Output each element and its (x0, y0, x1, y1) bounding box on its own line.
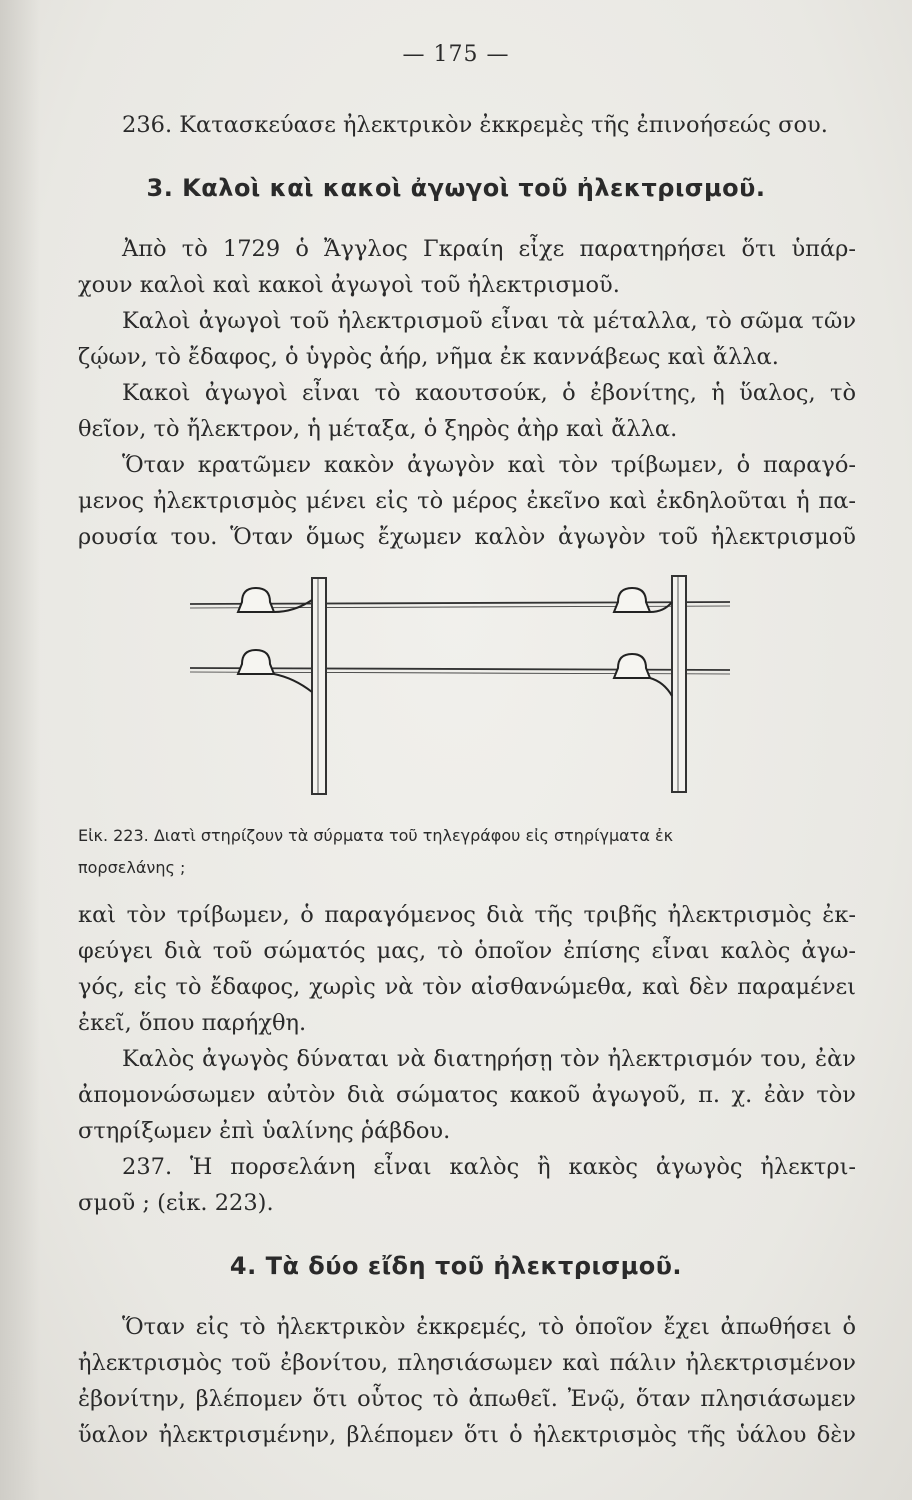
paragraph-line: Καλοὶ ἀγωγοὶ τοῦ ἠλεκτρισμοῦ εἶναι τὰ μέταλλα, τὸ σῶμα τῶν (122, 308, 856, 334)
paragraph-line: ρουσία του. Ὅταν ὅμως ἔχωμεν καλὸν ἀγωγὸν τοῦ ἠλεκτρισμοῦ (78, 524, 856, 550)
paragraph-line: Κακοὶ ἀγωγοὶ εἶναι τὸ καουτσούκ, ὁ ἐβονίτης, ἡ ὕαλος, τὸ (122, 380, 856, 406)
paragraph-line: Ὅταν εἰς τὸ ἠλεκτρικὸν ἐκκρεμές, τὸ ὁποῖον ἔχει ἀπωθήσει ὁ (122, 1314, 856, 1340)
porcelain-insulator-icon (238, 588, 672, 696)
telegraph-pole-left (312, 578, 326, 794)
section-heading-4: 4. Τὰ δύο εἴδη τοῦ ἠλεκτρισμοῦ. (229, 1252, 683, 1280)
figure-caption-cont: πορσελάνης ; (78, 858, 186, 877)
paragraph-line: ἠλεκτρισμὸς τοῦ ἐβονίτου, πλησιάσωμεν καὶ πάλιν ἠλεκτρισμένον (78, 1350, 856, 1376)
paragraph-line: καὶ τὸν τρίβωμεν, ὁ παραγόμενος διὰ τῆς τριβῆς ἠλεκτρισμὸς ἐκ- (78, 902, 856, 928)
paragraph-line: χουν καλοὶ καὶ κακοὶ ἀγωγοὶ τοῦ ἠλεκτρισμοῦ. (78, 272, 620, 298)
paragraph-line: ἐβονίτην, βλέπομεν ὅτι οὗτος τὸ ἀπωθεῖ. Ἐνῷ, ὅταν πλησιάσωμεν (78, 1386, 856, 1412)
exercise-237-cont: σμοῦ ; (εἰκ. 223). (78, 1190, 274, 1216)
paragraph-line: ἐκεῖ, ὅπου παρήχθη. (78, 1010, 307, 1036)
paragraph-line: Καλὸς ἀγωγὸς δύναται νὰ διατηρήσῃ τὸν ἠλεκτρισμόν του, ἐὰν (122, 1046, 856, 1072)
paragraph-line: φεύγει διὰ τοῦ σώματός μας, τὸ ὁποῖον ἐπίσης εἶναι καλὸς ἀγω- (78, 938, 856, 964)
paragraph-line: γός, εἰς τὸ ἔδαφος, χωρὶς νὰ τὸν αἰσθανώμεθα, καὶ δὲν παραμένει (78, 974, 856, 1000)
paragraph-line: Ὅταν κρατῶμεν κακὸν ἀγωγὸν καὶ τὸν τρίβωμεν, ὁ παραγό- (122, 452, 856, 478)
paragraph-line: μενος ἠλεκτρισμὸς μένει εἰς τὸ μέρος ἐκεῖνο καὶ ἐκδηλοῦται ἡ πα- (78, 488, 856, 514)
paragraph-line: Ἀπὸ τὸ 1729 ὁ Ἄγγλος Γκραίη εἶχε παρατηρήσει ὅτι ὑπάρ- (122, 236, 856, 262)
telegraph-poles-figure (190, 572, 730, 800)
section-heading-3: 3. Καλοὶ καὶ κακοὶ ἀγωγοὶ τοῦ ἠλεκτρισμοῦ. (146, 174, 766, 202)
page-number: — 175 — (402, 42, 510, 67)
figure-caption: Εἰκ. 223. Διατὶ στηρίζουν τὰ σύρματα τοῦ τηλεγράφου εἰς στηρίγματα ἐκ (78, 826, 674, 845)
telegraph-pole-right (672, 576, 686, 792)
exercise-236: 236. Κατασκεύασε ἠλεκτρικὸν ἐκκρεμὲς τῆς ἐπινοήσεώς σου. (122, 112, 828, 138)
paragraph-line: ὕαλον ἠλεκτρισμένην, βλέπομεν ὅτι ὁ ἠλεκτρισμὸς τῆς ὑάλου δὲν (78, 1422, 856, 1448)
paragraph-line: ζῴων, τὸ ἔδαφος, ὁ ὑγρὸς ἀήρ, νῆμα ἐκ καννάβεως καὶ ἄλλα. (78, 344, 779, 370)
exercise-237: 237. Ἡ πορσελάνη εἶναι καλὸς ἢ κακὸς ἀγωγὸς ἠλεκτρι- (122, 1154, 856, 1180)
paragraph-line: ἀπομονώσωμεν αὐτὸν διὰ σώματος κακοῦ ἀγωγοῦ, π. χ. ἐὰν τὸν (78, 1082, 856, 1108)
paragraph-line: θεῖον, τὸ ἤλεκτρον, ἡ μέταξα, ὁ ξηρὸς ἀὴρ καὶ ἄλλα. (78, 416, 678, 442)
paragraph-line: στηρίξωμεν ἐπὶ ὑαλίνης ῥάβδου. (78, 1118, 451, 1144)
